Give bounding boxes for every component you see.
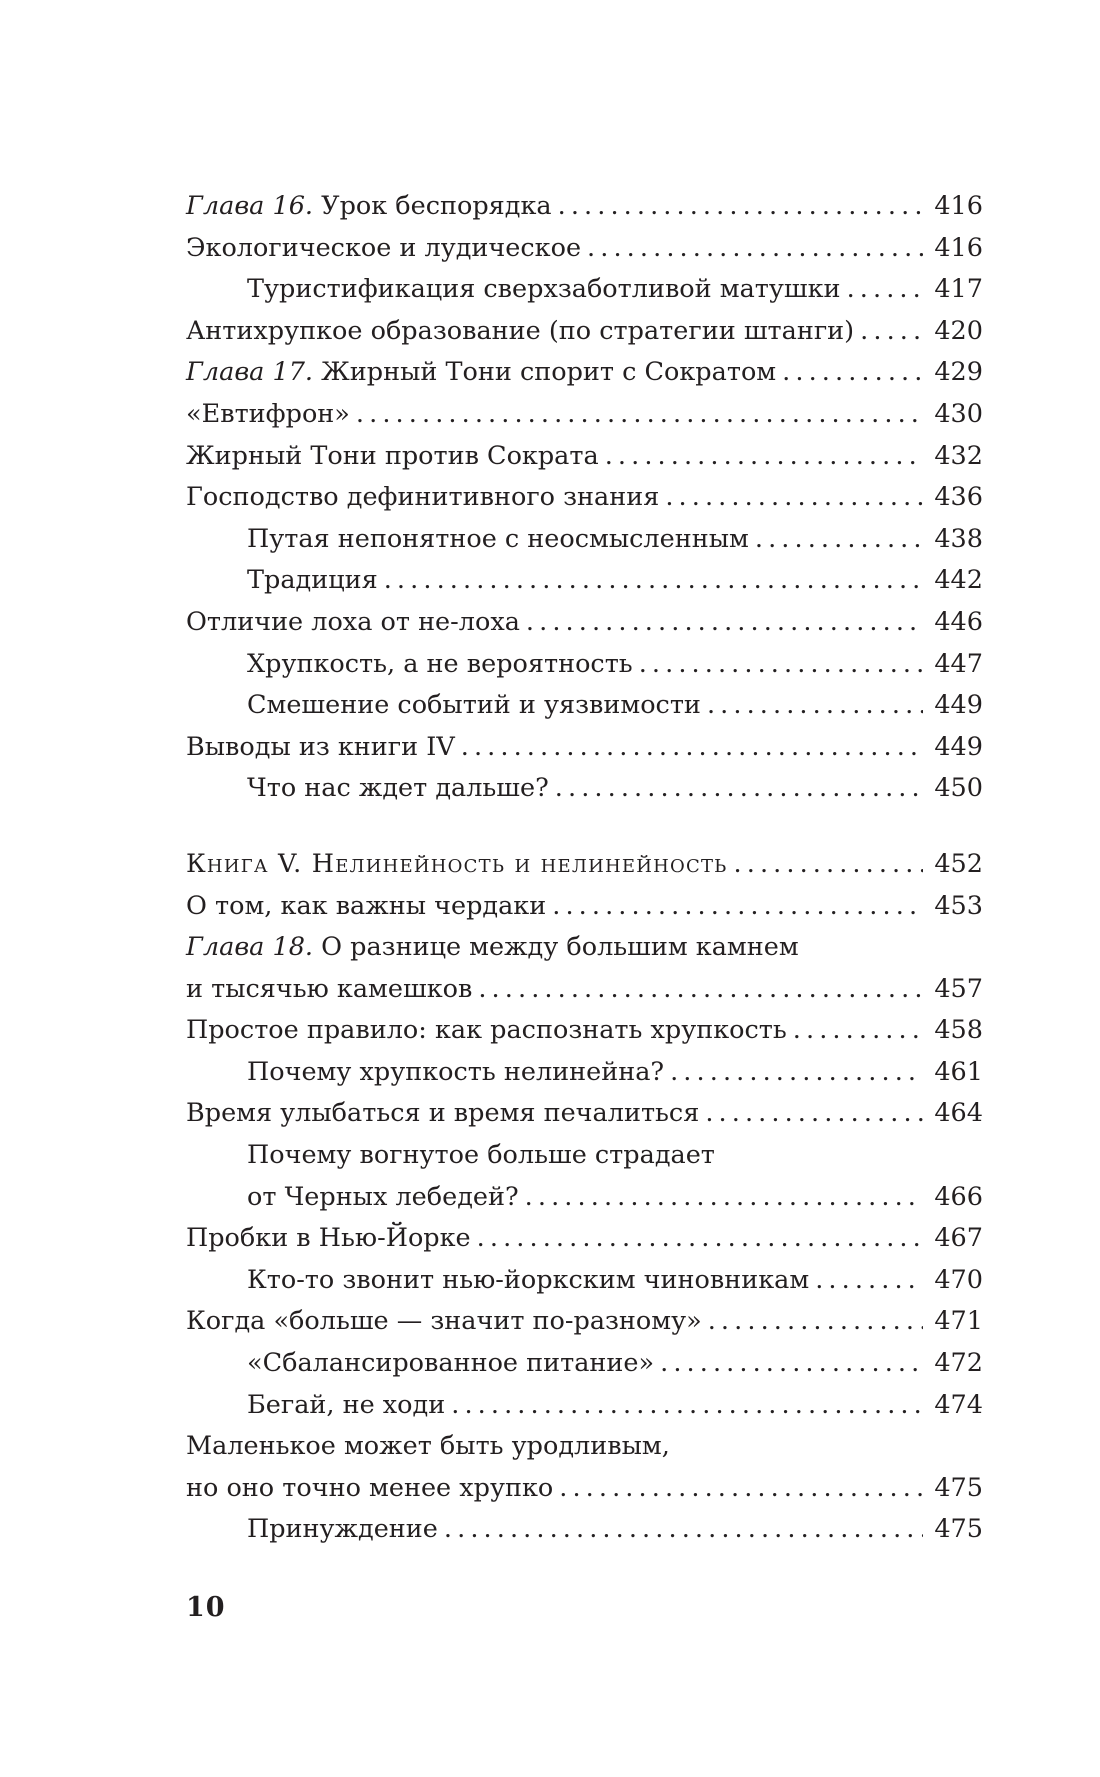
toc-entry[interactable]	[186, 886, 983, 928]
toc-page-number: 432	[934, 440, 983, 471]
chapter-prefix: Глава 16.	[186, 191, 314, 221]
toc-entry-title	[186, 727, 455, 769]
toc-page-number: 453	[934, 890, 983, 921]
toc-page-number: 457	[934, 973, 983, 1004]
dot-leader	[670, 1052, 923, 1094]
dot-leader	[707, 685, 923, 727]
toc-entry[interactable]	[186, 477, 983, 519]
toc-entry-title	[247, 1509, 438, 1551]
dot-leader	[605, 436, 923, 478]
toc-page-number: 449	[934, 731, 983, 762]
entry-text: Господство дефинитивного знания	[186, 482, 660, 513]
entry-text: Жирный Тони спорит с Сократом	[313, 357, 777, 388]
toc-entry[interactable]	[186, 1052, 983, 1094]
toc-entry-title	[186, 1010, 787, 1052]
toc-entry-title	[186, 602, 520, 644]
toc-entry[interactable]	[186, 519, 983, 561]
toc-page-number: 449	[934, 690, 983, 721]
entry-text: Отличие лоха от не-лоха	[186, 606, 520, 637]
entry-text: Что нас ждет дальше?	[247, 773, 549, 804]
toc-entry-title	[247, 685, 701, 727]
dot-leader	[665, 477, 923, 519]
dot-leader	[660, 1343, 923, 1385]
toc-page-number: 474	[934, 1389, 983, 1420]
dot-leader	[444, 1509, 923, 1551]
toc-page-number: 470	[934, 1264, 983, 1295]
entry-text: Пробки в Нью-Йорке	[186, 1223, 471, 1254]
toc-page-number: 471	[934, 1306, 983, 1337]
toc-entry-title	[186, 844, 728, 886]
toc-entry-title	[247, 560, 378, 602]
entry-text: Почему вогнутое больше страдает	[247, 1140, 715, 1171]
toc-page-number: 416	[934, 232, 983, 263]
toc-entry[interactable]	[186, 768, 983, 810]
toc-entry[interactable]	[186, 602, 983, 644]
toc-entry[interactable]	[186, 727, 983, 769]
toc-entry[interactable]	[186, 1218, 983, 1260]
entry-text: и тысячью камешков	[186, 973, 473, 1004]
entry-text: О том, как важны чердаки	[186, 890, 547, 921]
entry-text: Когда «больше — значит по-разному»	[186, 1306, 702, 1337]
toc-entry-title	[186, 927, 799, 969]
toc-page-number: 420	[934, 315, 983, 346]
toc-entry-title	[186, 186, 552, 228]
toc-entry-continuation[interactable]	[186, 969, 983, 1011]
toc-page-number: 464	[934, 1098, 983, 1129]
toc-entry-title	[186, 477, 659, 519]
entry-text: «Сбалансированное питание»	[247, 1348, 655, 1379]
toc-page-number: 452	[934, 848, 983, 879]
dot-leader	[793, 1010, 923, 1052]
dot-leader	[451, 1385, 923, 1427]
dot-leader	[559, 1468, 923, 1510]
entry-text: Антихрупкое образование (по стратегии штанги)	[186, 315, 855, 346]
toc-entry[interactable]	[186, 685, 983, 727]
page-number: 10	[186, 1592, 226, 1623]
toc-entry-title	[186, 311, 854, 353]
toc-page-number: 475	[934, 1472, 983, 1503]
dot-leader	[755, 519, 923, 561]
toc-page-number: 461	[934, 1056, 983, 1087]
dot-leader	[734, 844, 923, 886]
dot-leader	[708, 1301, 923, 1343]
toc-page-number: 472	[934, 1348, 983, 1379]
toc-entry[interactable]	[186, 1010, 983, 1052]
toc-entry[interactable]	[186, 269, 983, 311]
dot-leader	[705, 1093, 923, 1135]
toc-entry-title	[247, 768, 549, 810]
entry-text: Смешение событий и уязвимости	[247, 690, 701, 721]
dot-leader	[860, 311, 923, 353]
toc-entry[interactable]	[186, 1135, 983, 1177]
toc-entry-title	[186, 1301, 702, 1343]
entry-text: от Черных лебедей?	[247, 1181, 519, 1212]
toc-page-number: 438	[934, 523, 983, 554]
dot-leader	[384, 560, 923, 602]
toc-entry[interactable]	[186, 436, 983, 478]
entry-text: но оно точно менее хрупко	[186, 1472, 554, 1503]
entry-text: Бегай, не ходи	[247, 1389, 446, 1420]
entry-text: Кто-то звонит нью-йоркским чиновникам	[247, 1264, 810, 1295]
toc-page-number: 442	[934, 565, 983, 596]
toc-entry-title	[186, 352, 776, 394]
entry-text: Хрупкость, а не вероятность	[247, 648, 633, 679]
toc-page-number: 429	[934, 357, 983, 388]
toc-entry[interactable]	[186, 1260, 983, 1302]
toc-entry-title	[186, 228, 581, 270]
toc-entry[interactable]	[186, 844, 983, 886]
dot-leader	[356, 394, 923, 436]
toc-entry-title	[247, 1343, 654, 1385]
toc-page-number: 466	[934, 1181, 983, 1212]
toc-page-number: 447	[934, 648, 983, 679]
entry-text: О разнице между большим камнем	[313, 932, 799, 963]
dot-leader	[478, 969, 923, 1011]
book-title: Книга V. Нелинейность и нелинейность	[186, 848, 728, 879]
toc-entry[interactable]	[186, 1426, 983, 1468]
dot-leader	[815, 1260, 923, 1302]
toc-entry-title	[247, 519, 749, 561]
toc-entry-title	[247, 1177, 519, 1219]
entry-text: Время улыбаться и время печалиться	[186, 1098, 700, 1129]
toc-entry[interactable]	[186, 228, 983, 270]
chapter-prefix: Глава 17.	[186, 357, 314, 388]
dot-leader	[558, 186, 923, 228]
toc-page-number: 430	[934, 398, 983, 429]
toc-entry-title	[247, 1260, 809, 1302]
toc-entry-title	[186, 1093, 699, 1135]
toc-entry[interactable]	[186, 352, 983, 394]
chapter-prefix: Глава 18.	[186, 932, 314, 963]
dot-leader	[555, 768, 923, 810]
toc-page-number: 450	[934, 773, 983, 804]
toc-entry-title	[186, 436, 599, 478]
entry-text: Принуждение	[247, 1514, 438, 1545]
dot-leader	[552, 886, 923, 928]
entry-text: «Евтифрон»	[186, 398, 350, 429]
toc-entry-title	[186, 886, 546, 928]
toc-entry[interactable]	[186, 560, 983, 602]
entry-text: Выводы из книги IV	[186, 731, 455, 762]
toc-page-number: 475	[934, 1514, 983, 1545]
toc-page-number: 467	[934, 1223, 983, 1254]
dot-leader	[461, 727, 923, 769]
entry-text: Жирный Тони против Сократа	[186, 440, 599, 471]
toc-page-number: 436	[934, 482, 983, 513]
entry-text: Путая непонятное с неосмысленным	[247, 523, 749, 554]
toc-entry[interactable]	[186, 1093, 983, 1135]
dot-leader	[639, 644, 923, 686]
toc-entry[interactable]	[186, 1301, 983, 1343]
toc-entry-title	[186, 1218, 471, 1260]
toc-entry[interactable]	[186, 927, 983, 969]
toc-entry[interactable]	[186, 186, 983, 228]
toc-entry-continuation[interactable]	[186, 1468, 983, 1510]
toc-entry-title	[186, 394, 350, 436]
toc-entry-title	[247, 269, 841, 311]
toc-entry[interactable]	[186, 1385, 983, 1427]
toc-page-number: 416	[934, 191, 983, 221]
toc-entry[interactable]	[186, 644, 983, 686]
toc-entry-title	[186, 1426, 670, 1468]
entry-text: Туристификация сверхзаботливой матушки	[247, 274, 841, 305]
dot-leader	[847, 269, 923, 311]
toc-entry-title	[247, 1135, 715, 1177]
toc-page-number: 458	[934, 1015, 983, 1046]
toc-entry[interactable]	[186, 1509, 983, 1551]
toc-page-number: 417	[934, 274, 983, 305]
dot-leader	[525, 1177, 923, 1219]
toc-entry[interactable]	[186, 311, 983, 353]
entry-text: Урок беспорядка	[313, 191, 552, 221]
entry-text: Традиция	[247, 565, 378, 596]
dot-leader	[587, 228, 923, 270]
entry-text: Почему хрупкость нелинейна?	[247, 1056, 665, 1087]
toc-entry-title	[247, 1052, 664, 1094]
dot-leader	[782, 352, 923, 394]
toc-entry-title	[247, 1385, 445, 1427]
toc-entry[interactable]	[186, 394, 983, 436]
toc-entry-title	[186, 969, 472, 1011]
toc-page-number: 446	[934, 606, 983, 637]
entry-text: Экологическое и лудическое	[186, 232, 582, 263]
toc-entry-title	[247, 644, 633, 686]
toc-entry[interactable]	[186, 1343, 983, 1385]
table-of-contents	[186, 186, 983, 1551]
entry-text: Простое правило: как распознать хрупкость	[186, 1015, 787, 1046]
dot-leader	[526, 602, 923, 644]
entry-text: Маленькое может быть уродливым,	[186, 1431, 670, 1462]
dot-leader	[477, 1218, 923, 1260]
toc-entry-title	[186, 1468, 553, 1510]
toc-entry-continuation[interactable]	[186, 1177, 983, 1219]
